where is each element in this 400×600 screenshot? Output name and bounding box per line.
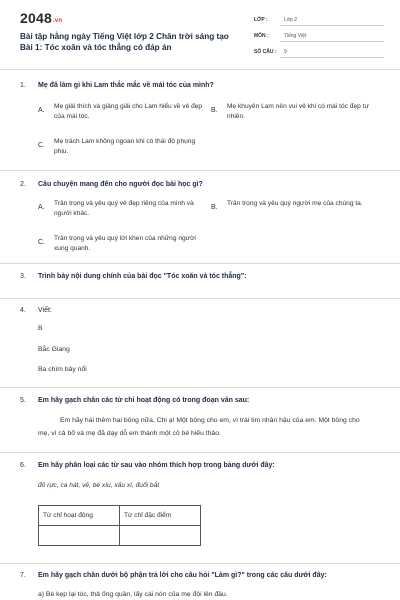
question-7-item-a: a) Bé kẹp lại tóc, thả ống quần, lấy cái nón của mẹ đội lên đầu. xyxy=(38,591,228,598)
question-text: Trình bày nội dung chính của bài đọc "Tóc xoăn và tóc thẳng": xyxy=(38,273,247,280)
word-list: đỏ rực, ca hát, vẽ, bé xíu, xấu xí, đuổi bắt xyxy=(38,482,160,489)
divider xyxy=(0,298,400,299)
question-text: Em hãy phân loại các từ sau vào nhóm thích hợp trong bảng dưới đây: xyxy=(38,462,275,469)
meta-count xyxy=(254,46,384,60)
question-5-paragraph: Em hãy hái thêm hai bông nữa, Chi ạ! Một bông cho em, vì trái tim nhân hậu của em. Một bông cho mẹ, vì cả bố và mẹ đã dạy dỗ em thành một cô bé hiếu thảo. xyxy=(38,417,360,437)
meta-count-label: SỐ CÂU : xyxy=(254,49,277,55)
option-letter: C. xyxy=(38,142,45,149)
meta-subject-value: Tiếng Việt xyxy=(284,33,307,39)
question-number: 1. xyxy=(20,82,26,89)
option-letter: B. xyxy=(211,107,218,114)
table-header: Từ chỉ hoạt động xyxy=(39,506,120,526)
question-text: Mẹ đã làm gì khi Lam thắc mắc về mái tóc của mình? xyxy=(38,82,214,89)
question-number: 5. xyxy=(20,397,26,404)
option-text: Mẹ khuyên Lam nên vui vẻ khi có mái tóc đẹp tự nhiên. xyxy=(227,103,369,120)
table-cell[interactable] xyxy=(120,526,201,546)
divider xyxy=(0,263,400,264)
question-5 xyxy=(20,397,249,404)
table-header: Từ chỉ đặc điểm xyxy=(120,506,201,526)
site-logo[interactable] xyxy=(20,10,62,26)
option-text: Trân trọng và yêu quý lời khen của những người xung quanh. xyxy=(54,235,196,252)
question-3 xyxy=(20,273,247,280)
page-title: Bài tập hằng ngày Tiếng Việt lớp 2 Chân trời sáng tạo Bài 1: Tóc xoăn và tóc thẳng có đáp án xyxy=(20,32,229,52)
logo-tld: .vn xyxy=(52,18,63,24)
divider xyxy=(0,452,400,453)
writing-line-2: Bắc Giang xyxy=(38,346,70,353)
option-text: Mẹ giải thích và giảng giải cho Lam hiểu về vẻ đẹp của mái tóc. xyxy=(54,103,203,120)
question-number: 7. xyxy=(20,572,26,579)
table-row xyxy=(39,526,201,546)
divider xyxy=(0,387,400,388)
meta-line xyxy=(280,25,384,26)
meta-subject xyxy=(254,30,384,44)
table-header-row xyxy=(39,506,201,526)
question-6 xyxy=(20,462,275,469)
writing-line-1: B xyxy=(38,325,43,332)
meta-line xyxy=(280,57,384,58)
meta-line xyxy=(280,41,384,42)
meta-class-label: LỚP : xyxy=(254,17,268,23)
option-text: Trân trọng và yêu quý người mẹ của chúng ta. xyxy=(227,200,363,207)
divider xyxy=(0,563,400,564)
option-letter: C. xyxy=(38,239,45,246)
option-letter: B. xyxy=(211,204,218,211)
meta-count-value: 9 xyxy=(284,49,287,55)
question-text: Câu chuyện mang đến cho người đọc bài học gì? xyxy=(38,181,203,188)
option-letter: A. xyxy=(38,107,45,114)
question-2 xyxy=(20,181,203,188)
option-letter: A. xyxy=(38,204,45,211)
question-text: Em hãy gạch chân dưới bộ phận trả lời cho câu hỏi "Làm gì?" trong các câu dưới đây: xyxy=(38,572,327,579)
option-text: Trân trọng và yêu quý vẻ đẹp riêng của mình và người khác. xyxy=(54,200,194,217)
question-number: 4. xyxy=(20,307,26,314)
meta-class xyxy=(254,14,384,28)
question-number: 3. xyxy=(20,273,26,280)
question-number: 6. xyxy=(20,462,26,469)
table-cell[interactable] xyxy=(39,526,120,546)
meta-subject-label: MÔN : xyxy=(254,33,269,39)
meta-class-value: Lớp 2 xyxy=(284,17,298,23)
divider xyxy=(0,170,400,171)
question-number: 2. xyxy=(20,181,26,188)
question-4 xyxy=(20,307,52,314)
option-text: Mẹ trách Lam không ngoan khi có thái độ phụng phịu. xyxy=(54,138,196,155)
classification-table xyxy=(38,505,201,546)
question-7 xyxy=(20,572,327,579)
question-text: Em hãy gạch chân các từ chỉ hoạt động có trong đoạn văn sau: xyxy=(38,397,250,404)
writing-line-3: Ba chìm bảy nổi xyxy=(38,366,87,373)
logo-text: 2048 xyxy=(20,10,52,26)
divider xyxy=(0,69,400,70)
question-1 xyxy=(20,82,214,89)
question-text: Viết: xyxy=(38,307,52,314)
